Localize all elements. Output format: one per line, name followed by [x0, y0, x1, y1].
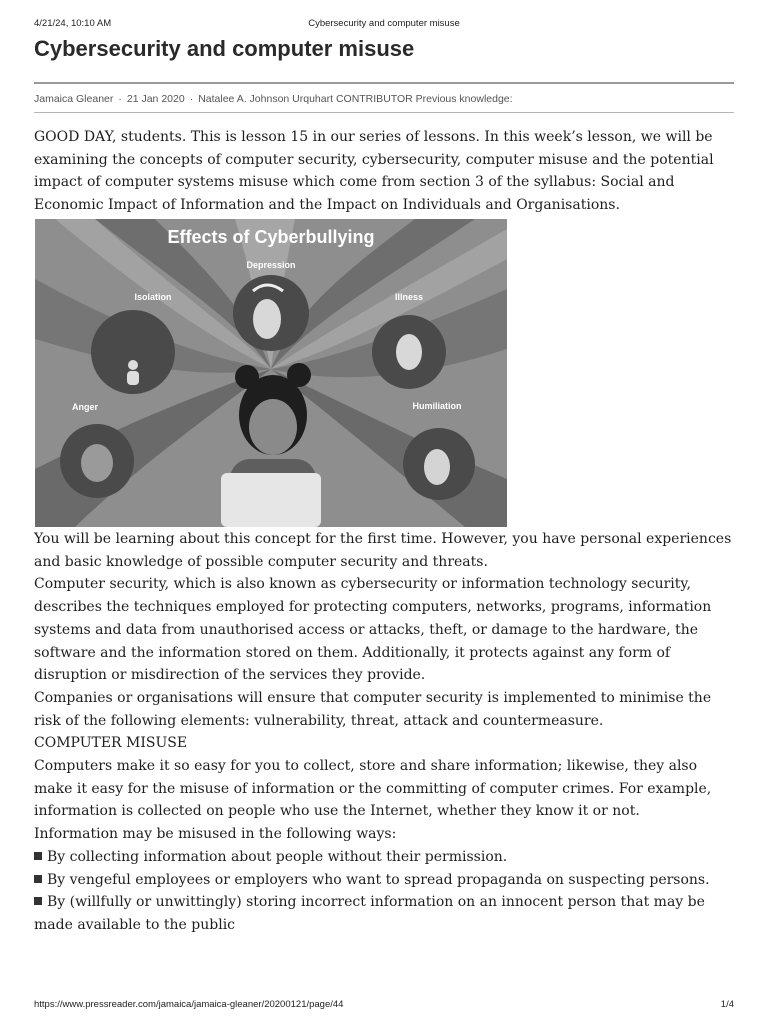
illustration-title: Effects of Cyberbullying: [167, 227, 375, 247]
body-line: You will be learning about this concept for the first time. However, you have personal experiences and basic knowledge of possible computer security and threats.: [34, 531, 732, 570]
label-depression: Depression: [246, 260, 296, 270]
byline-date: 21 Jan 2020: [126, 93, 185, 105]
bullet-item: [34, 869, 734, 892]
body-line: Computer security, which is also known as cybersecurity or information technology security, describes the techniques employed for protecting computers, networks, programs, information systems and data from unauthorised access or attacks, theft, or damage to the hardware, the software and the information stored on them. Additionally, it protects against any form of disruption or misdirection of the services they provide.: [34, 576, 712, 684]
print-page-title: Cybersecurity and computer misuse: [308, 18, 460, 29]
byline-source: Jamaica Gleaner: [34, 93, 114, 105]
body-line: Information may be misused in the following ways:: [34, 826, 397, 843]
illustration-svg: [35, 219, 507, 527]
body-line: Computers make it so easy for you to collect, store and share information; likewise, they also make it easy for the misuse of information or the committing of computer crimes. For example, information is collected on people who use the Internet, whether they know it or not.: [34, 758, 712, 820]
bullet-text: By (willfully or unwittingly) storing incorrect information on an innocent person that may be made available to the public: [34, 894, 705, 933]
byline-divider: [34, 112, 734, 113]
title-divider: [34, 82, 734, 84]
section-heading: COMPUTER MISUSE: [34, 735, 188, 752]
print-date: 4/21/24, 10:10 AM: [34, 18, 112, 29]
label-humiliation: Humiliation: [412, 401, 462, 411]
bullet-icon: [34, 875, 42, 883]
cyberbullying-illustration: [35, 219, 507, 527]
article-body: [34, 528, 734, 937]
bullet-icon: [34, 897, 42, 905]
label-anger: Anger: [71, 402, 99, 412]
label-isolation: Isolation: [134, 292, 172, 302]
bullet-item: [34, 846, 734, 869]
laptop: [221, 473, 321, 527]
body-line: Companies or organisations will ensure that computer security is implemented to minimise the risk of the following elements: vulnerability, threat, attack and countermeasure.: [34, 689, 712, 729]
bullet-text: By vengeful employees or employers who want to spread propaganda on suspecting persons.: [47, 871, 710, 888]
bullet-icon: [34, 852, 42, 860]
byline-author: Natalee A. Johnson Urquhart CONTRIBUTOR Previous knowledge:: [198, 93, 513, 105]
intro-paragraph: GOOD DAY, students. This is lesson 15 in our series of lessons. In this week’s lesson, we will be examining the concepts of computer security, cybersecurity, computer misuse and the potential impact of computer systems misuse which come from section 3 of the syllabus: Social and Economic Impact of Information and the Impact on Individuals and Organisations.: [34, 129, 714, 214]
byline: Jamaica Gleaner · 21 Jan 2020 · Natalee A. Johnson Urquhart CONTRIBUTOR Previous knowledge:: [34, 93, 513, 105]
source-url-link[interactable]: https://www.pressreader.com/jamaica/jamaica-gleaner/20200121/page/44: [34, 999, 344, 1010]
label-illness: Illness: [394, 292, 424, 302]
article-title: Cybersecurity and computer misuse: [34, 36, 415, 61]
bullet-item: [34, 891, 734, 936]
bullet-text: By collecting information about people without their permission.: [47, 848, 508, 865]
page-number: 1/4: [720, 999, 734, 1010]
